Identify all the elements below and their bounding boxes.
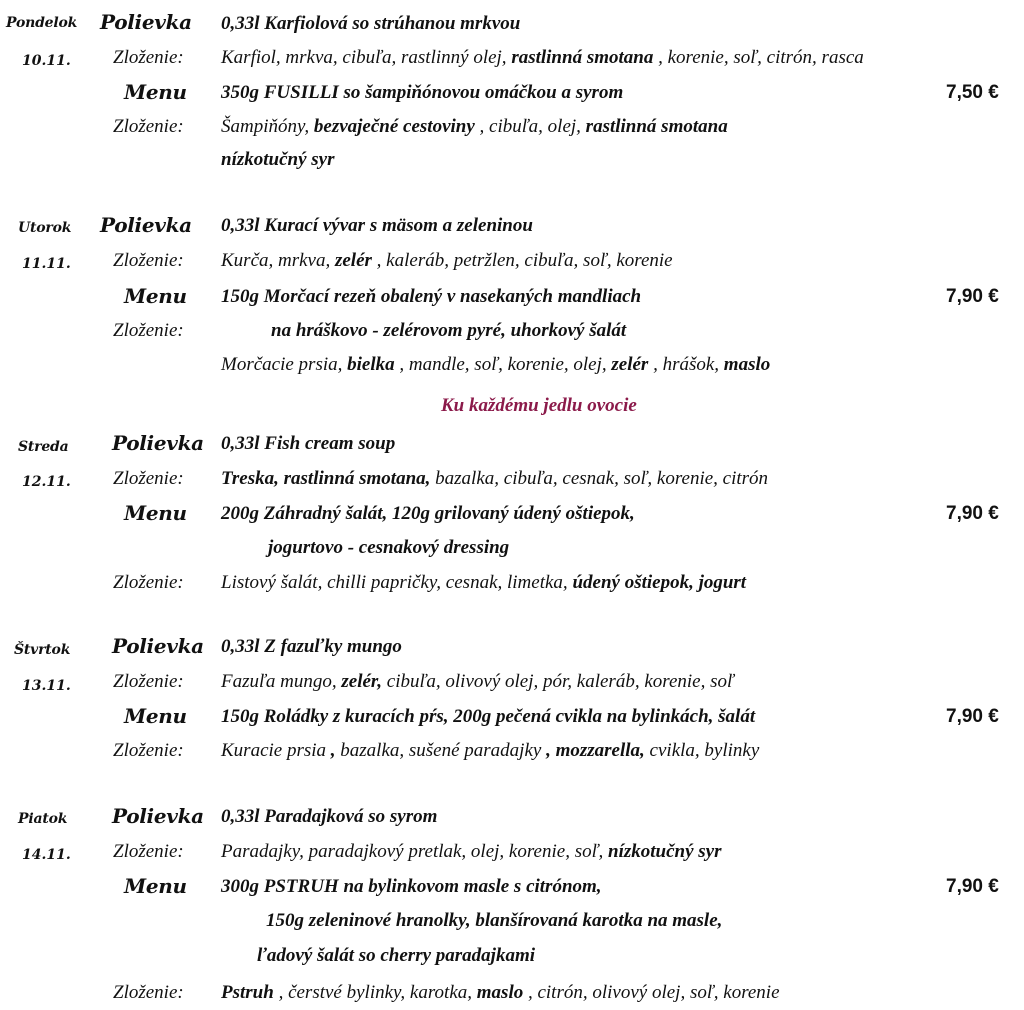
allergen-text: nízkotučný syr [221,149,335,170]
soup-ingredients [221,469,768,488]
soup-label: Polievka [100,213,192,237]
allergen-text: nízkotučný syr [608,841,722,862]
allergen-text: bielka [347,354,395,375]
menu-dish-line: 300g PSTRUH na bylinkovom masle s citrónom, [221,876,602,897]
ingredient-text: , hrášok, [648,354,724,375]
ingredients-label: Zloženie: [113,320,184,341]
ingredient-text: Kuracie prsia [221,740,327,761]
ingredients-label: Zloženie: [113,250,184,271]
allergen-text: rastlinná smotana [585,116,728,137]
allergen-text: Treska, rastlinná smotana, [221,468,431,489]
fruit-note: Ku každému jedlu ovocie [441,395,637,416]
price: 7,50 € [946,82,999,103]
ingredients-label: Zloženie: [113,116,184,137]
menu-dish-line: 150g Roládky z kuracích pŕs, 200g pečená cvikla na bylinkách, šalát [221,706,756,727]
day-date: 13.11. [22,678,71,694]
price: 7,90 € [946,286,999,307]
soup-ingredients [221,48,864,67]
menu-label: Menu [124,874,187,898]
allergen-text: , [326,740,336,761]
soup-name: 0,33l Kurací vývar s mäsom a zeleninou [221,215,533,236]
day-name: Streda [18,439,69,455]
allergen-text: zelér [611,354,649,375]
ingredient-text: Kurča, mrkva, [221,250,335,271]
day-name: Pondelok [6,15,78,31]
ingredient-text: cvikla, bylinky [644,740,760,761]
allergen-text: zelér, [341,671,383,692]
allergen-text: údený oštiepok, jogurt [572,572,747,593]
soup-label: Polievka [112,804,204,828]
price: 7,90 € [946,706,999,727]
menu-label: Menu [124,501,187,525]
ingredient-text: Fazuľa mungo, [221,671,342,692]
ingredient-text: , korenie, soľ, citrón, rasca [653,47,864,68]
menu-ingredients [221,741,759,760]
ingredients-label: Zloženie: [113,740,184,761]
soup-name: 0,33l Z fazuľky mungo [221,636,402,657]
menu-ingredients [221,355,770,374]
allergen-text: , mozzarella, [546,740,645,761]
ingredient-text: Morčacie prsia, [221,354,348,375]
ingredients-label: Zloženie: [113,671,184,692]
day-date: 14.11. [22,847,71,863]
soup-label: Polievka [112,634,204,658]
ingredient-text: , cibuľa, olej, [474,116,586,137]
soup-label: Polievka [100,10,192,34]
day-name: Piatok [18,811,68,827]
menu-dish-line: 150g Morčací rezeň obalený v nasekaných mandliach [221,286,642,307]
ingredients-label: Zloženie: [113,468,184,489]
menu-label: Menu [124,704,187,728]
ingredient-text: cibuľa, olivový olej, pór, kaleráb, korenie, soľ [382,671,734,692]
menu-ingredients [221,117,728,136]
menu-ingredients [221,573,746,592]
menu-label: Menu [124,284,187,308]
price: 7,90 € [946,876,999,897]
menu-dish-line: na hráškovo - zelérovom pyré, uhorkový šalát [271,320,627,341]
ingredients-label: Zloženie: [113,572,184,593]
allergen-text: Pstruh [221,982,274,1003]
ingredient-text: Listový šalát, chilli papričky, cesnak, limetka, [221,572,573,593]
soup-ingredients [221,251,673,270]
ingredient-text: , kaleráb, petržlen, cibuľa, soľ, korenie [371,250,673,271]
allergen-text: maslo [723,354,771,375]
day-name: Utorok [18,220,72,236]
soup-name: 0,33l Paradajková so syrom [221,806,438,827]
menu-dish-line: ľadový šalát so cherry paradajkami [257,945,535,966]
allergen-text: bezvaječné cestoviny [313,116,475,137]
ingredient-text: bazalka, cibuľa, cesnak, soľ, korenie, citrón [430,468,769,489]
day-date: 12.11. [22,474,71,490]
menu-dish-line: 150g zeleninové hranolky, blanšírovaná karotka na masle, [266,910,723,931]
ingredients-label: Zloženie: [113,982,184,1003]
day-date: 10.11. [22,53,71,69]
menu-dish-line: jogurtovo - cesnakový dressing [268,537,510,558]
soup-name: 0,33l Karfiolová so strúhanou mrkvou [221,13,521,34]
day-date: 11.11. [22,256,71,272]
menu-ingredients [221,983,780,1002]
ingredients-label: Zloženie: [113,47,184,68]
ingredient-text: bazalka, sušené paradajky [335,740,547,761]
soup-ingredients [221,842,722,861]
ingredient-text: Paradajky, paradajkový pretlak, olej, korenie, soľ, [221,841,608,862]
ingredient-text: Karfiol, mrkva, cibuľa, rastlinný olej, [221,47,512,68]
soup-label: Polievka [112,431,204,455]
ingredient-text: , mandle, soľ, korenie, olej, [394,354,612,375]
allergen-text: zelér [334,250,372,271]
soup-name: 0,33l Fish cream soup [221,433,396,454]
ingredient-text: , čerstvé bylinky, karotka, [273,982,477,1003]
ingredient-text: , citrón, olivový olej, soľ, korenie [523,982,780,1003]
price: 7,90 € [946,503,999,524]
menu-label: Menu [124,80,187,104]
day-name: Štvrtok [14,642,71,658]
ingredient-text: Šampiňóny, [221,116,314,137]
menu-dish-line: 350g FUSILLI so šampiňónovou omáčkou a syrom [221,82,624,103]
menu-ingredients-cont [221,150,335,169]
ingredients-label: Zloženie: [113,841,184,862]
soup-ingredients [221,672,734,691]
allergen-text: maslo [476,982,524,1003]
allergen-text: rastlinná smotana [511,47,654,68]
menu-dish-line: 200g Záhradný šalát, 120g grilovaný údený oštiepok, [221,503,635,524]
